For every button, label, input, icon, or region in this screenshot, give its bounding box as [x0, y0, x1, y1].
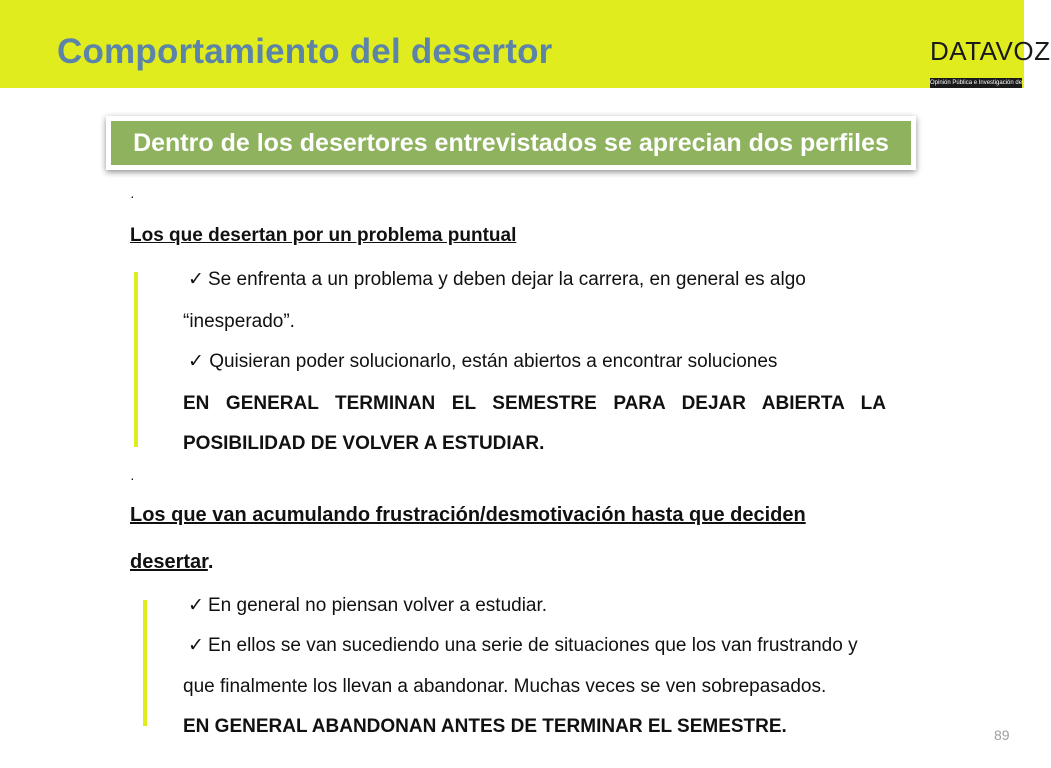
datavoz-logo [930, 36, 1051, 88]
profile1-heading: Los que desertan por un problema puntual [130, 225, 517, 246]
profile1-conclusion-line2: POSIBILIDAD DE VOLVER A ESTUDIAR. [183, 433, 545, 454]
subtitle-banner-text: Dentro de los desertores entrevistados se aprecian dos perfiles [111, 121, 911, 165]
profile2-accent-bar [143, 600, 147, 726]
check-icon: ✓ [188, 269, 204, 290]
profile1-item1-text: Se enfrenta a un problema y deben dejar la carrera, en general es algo [208, 269, 806, 290]
profile2-heading-line1: Los que van acumulando frustración/desmotivación hasta que deciden [130, 504, 806, 526]
logo-text: DATAVOZ [930, 36, 1051, 66]
check-icon: ✓ [188, 635, 204, 656]
header-band [0, 0, 1051, 88]
profile1-conclusion-line1: EN GENERAL TERMINAN EL SEMESTRE PARA DEJAR ABIERTA LA [183, 393, 886, 414]
profile2-heading-line2 [130, 551, 213, 574]
profile1-item2 [188, 350, 777, 373]
profile2-item2-text: En ellos se van sucediendo una serie de situaciones que los van frustrando y [208, 635, 858, 656]
profile2-item2-cont: que finalmente los llevan a abandonar. Muchas veces se ven sobrepasados. [183, 676, 827, 697]
profile1-item2-text: Quisieran poder solucionarlo, están abiertos a encontrar soluciones [209, 351, 778, 372]
profile1-accent-bar [134, 272, 138, 447]
page-title: Comportamiento del desertor [57, 32, 553, 71]
profile2-item2 [188, 634, 858, 657]
logo-tagline: Opinión Pública e Investigación de Mercado [930, 80, 1048, 86]
bullet-dot: · [130, 470, 135, 486]
profile2-item1 [188, 594, 547, 617]
profile2-item1-text: En general no piensan volver a estudiar. [208, 595, 548, 616]
bullet-dot: · [130, 188, 135, 204]
profile2-conclusion: EN GENERAL ABANDONAN ANTES DE TERMINAR EL SEMESTRE. [183, 716, 787, 737]
page-number: 89 [994, 727, 1010, 743]
check-icon: ✓ [188, 351, 204, 372]
profile1-item1 [188, 268, 806, 291]
profile2-heading-period: . [207, 551, 214, 573]
subtitle-banner [106, 116, 916, 170]
profile2-heading-word: desertar [130, 551, 208, 573]
check-icon: ✓ [188, 595, 204, 616]
profile1-item1-cont: “inesperado”. [183, 311, 295, 332]
